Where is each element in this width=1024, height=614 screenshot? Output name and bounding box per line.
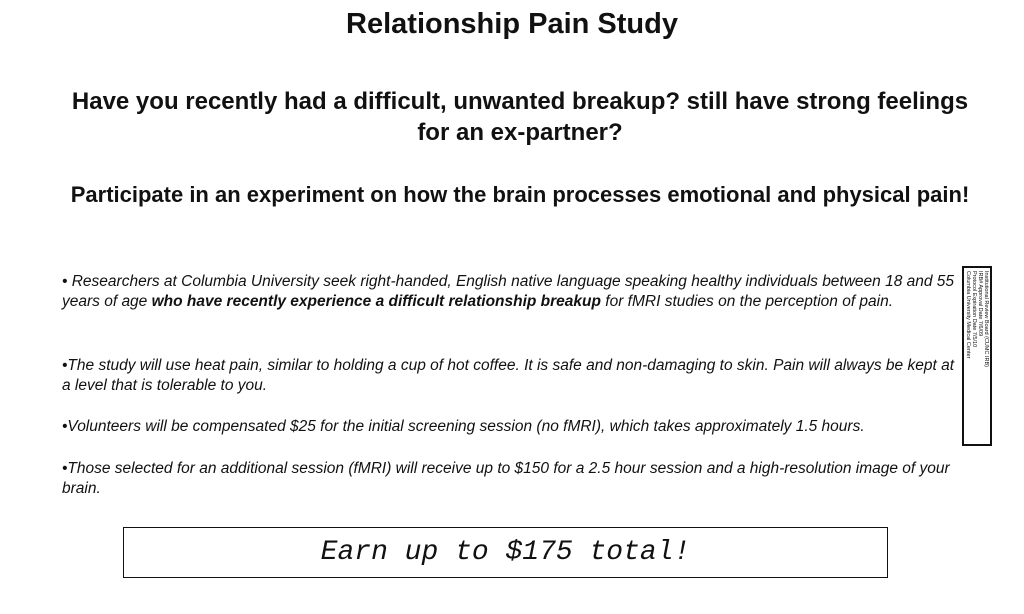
irb-stamp-line: Columbia University Medical Center — [965, 271, 971, 359]
earn-total-box — [123, 527, 888, 578]
irb-stamp-text — [965, 271, 989, 441]
earn-total-text: Earn up to $175 total! — [320, 537, 691, 568]
participate-heading: Participate in an experiment on how the brain processes emotional and physical pain! — [70, 182, 970, 207]
page-title: Relationship Pain Study — [346, 8, 678, 40]
bullet-heat-pain: •The study will use heat pain, similar to holding a cup of hot coffee. It is safe and non-damaging to skin. Pain will always be kept at a level that is tolerable to you. — [62, 357, 954, 394]
irb-stamp-line: Protocol Expiration Date 7/5/10 — [971, 271, 977, 348]
breakup-question-heading: Have you recently had a difficult, unwanted breakup? still have strong feelings for an ex-partner? — [71, 88, 969, 146]
irb-approval-stamp — [962, 266, 992, 446]
bullet-researchers-tail: for fMRI studies on the perception of pain. — [600, 293, 894, 310]
bullet-compensation: •Volunteers will be compensated $25 for the initial screening session (no fMRI), which takes approximately 1.5 hours. — [62, 418, 865, 435]
bullet-researchers-bold: who have recently experience a difficult relationship breakup — [151, 293, 601, 310]
irb-stamp-line: Institutional Review Board (CUMC IRB) — [983, 271, 989, 367]
bullet-researchers-text: • Researchers at Columbia University seek right-handed, English native language speaking healthy individuals between 18 and 55 years of age — [62, 273, 955, 310]
irb-stamp-line: IRB# Approval Date 7/6/09 — [977, 271, 983, 337]
bullet-fmri-session: •Those selected for an additional session (fMRI) will receive up to $150 for a 2.5 hour session and a high-resolution image of your brain. — [62, 460, 950, 497]
bullet-researchers — [62, 272, 967, 312]
